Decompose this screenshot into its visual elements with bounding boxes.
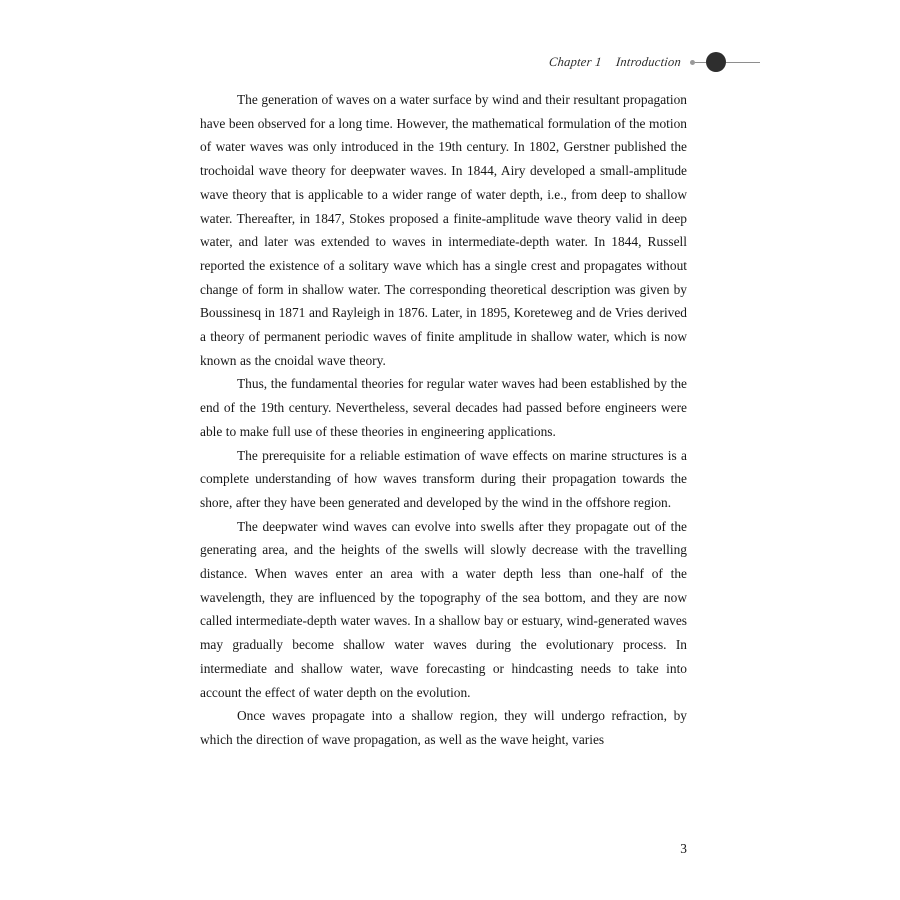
paragraph: Thus, the fundamental theories for regular water waves had been established by the end of the 19th century. Nevertheless, several decades had passed before engineers were able to make full use of these theories in engineering applications.	[200, 376, 687, 439]
decoration-rule-left	[695, 62, 706, 63]
paragraph: The generation of waves on a water surface by wind and their resultant propagation have been observed for a long time. However, the mathematical formulation of the motion of water waves was only introduced in the 19th century. In 1802, Gerstner published the trochoidal wave theory for deepwater waves. In 1844, Airy developed a small-amplitude wave theory that is applicable to a wider range of water depth, i.e., from deep to shallow water. Thereafter, in 1847, Stokes proposed a finite-amplitude wave theory valid in deep water, and later was extended to waves in intermediate-depth water. In 1844, Russell reported the existence of a solitary wave which has a single crest and propagates without change of form in shallow water. The corresponding theoretical description was given by Boussinesq in 1871 and Rayleigh in 1876. Later, in 1895, Koreteweg and de Vries derived a theory of permanent periodic waves of finite amplitude in shallow water, which is now known as the cnoidal wave theory.	[200, 92, 687, 368]
paragraph: The deepwater wind waves can evolve into swells after they propagate out of the generating area, and the heights of the swells will slowly decrease with the travelling distance. When waves enter an area with a water depth less than one-half of the wavelength, they are influenced by the topography of the sea bottom, and they are now called intermediate-depth water waves. In a shallow bay or estuary, wind-generated waves may gradually become shallow water waves during the evolutionary process. In intermediate and shallow water, wave forecasting or hindcasting needs to take into account the effect of water depth on the evolution.	[200, 518, 687, 700]
header-chapter-title: Introduction	[615, 54, 682, 69]
header-decoration	[690, 52, 760, 72]
paragraph: Once waves propagate into a shallow region, they will undergo refraction, by which the direction of wave propagation, as well as the wave height, varies	[200, 708, 687, 747]
running-header	[200, 50, 760, 74]
header-chapter-label: Chapter 1	[548, 54, 603, 69]
large-dot-icon	[706, 52, 726, 72]
decoration-rule-right	[726, 62, 760, 63]
body-text-column	[200, 88, 687, 752]
page-number: 3	[680, 841, 687, 856]
paragraph: The prerequisite for a reliable estimation of wave effects on marine structures is a complete understanding of how waves transform during their propagation towards the shore, after they have been generated and developed by the wind in the offshore region.	[200, 447, 687, 510]
